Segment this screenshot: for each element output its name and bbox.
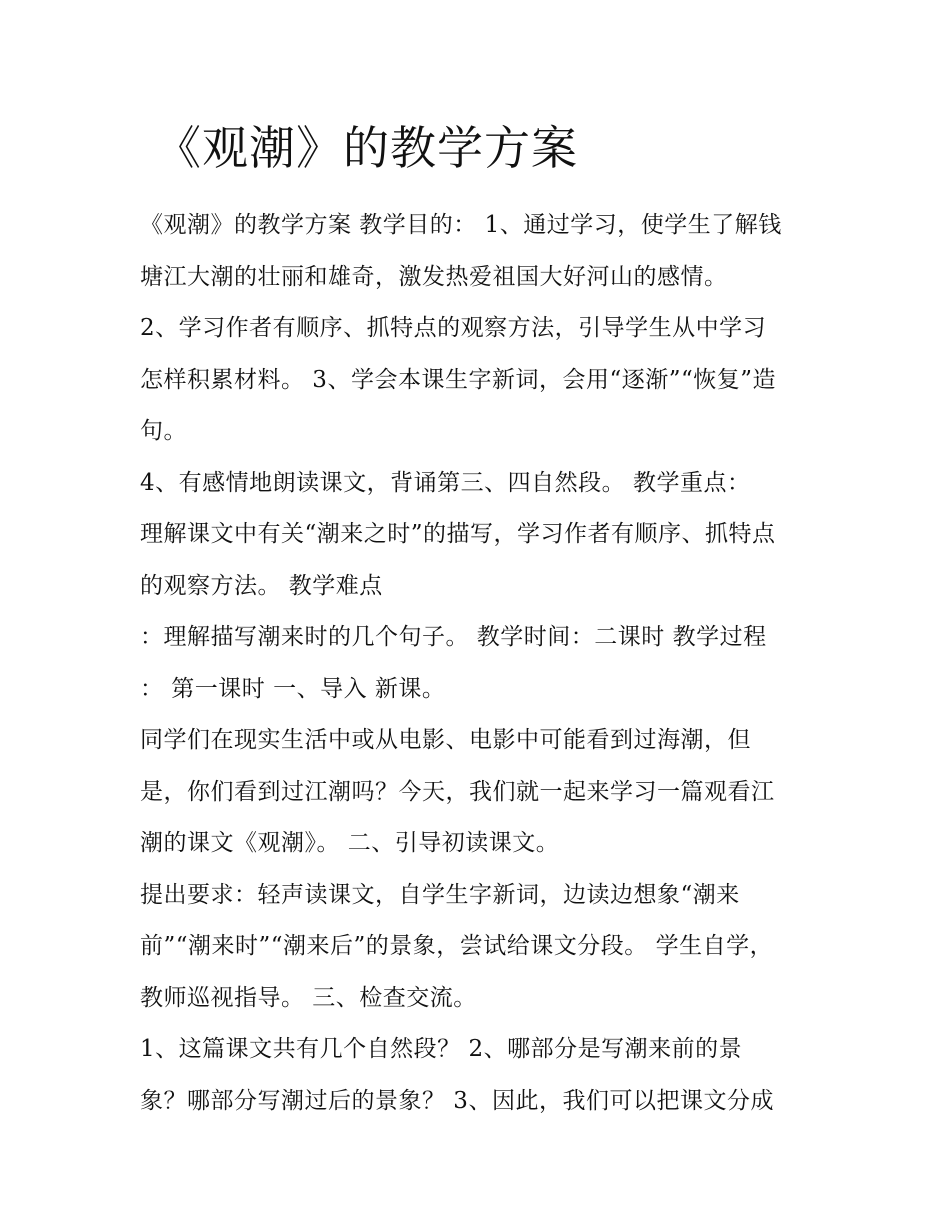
document-title: 《观潮》的教学方案 bbox=[155, 121, 578, 175]
text-line-10: ： 第一课时 一、导入 新课。 bbox=[140, 675, 446, 702]
text-line-11: 同学们在现实生活中或从电影、电影中可能看到过海潮，但 bbox=[140, 727, 751, 753]
text-line-12: 是，你们看到过江潮吗？今天，我们就一起来学习一篇观看江 bbox=[140, 778, 775, 805]
text-line-7: 理解课文中有关“潮来之时”的描写，学习作者有顺序、抓特点 bbox=[140, 521, 776, 547]
text-line-6: 4、有感情地朗读课文，背诵第三、四自然段。 教学重点： bbox=[140, 469, 751, 496]
text-line-13: 潮的课文《观潮》。 二、引导初读课文。 bbox=[140, 830, 560, 856]
text-line-8: 的观察方法。 教学难点 bbox=[140, 572, 383, 599]
text-line-1: 《观潮》的教学方案 教学目的： 1、通过学习，使学生了解钱 bbox=[140, 212, 782, 238]
text-line-18: 象？哪部分写潮过后的景象？ 3、因此，我们可以把课文分成 bbox=[140, 1087, 774, 1114]
text-line-17: 1、这篇课文共有几个自然段？ 2、哪部分是写潮来前的景 bbox=[140, 1036, 743, 1062]
text-line-5: 句。 bbox=[140, 418, 187, 444]
text-line-15: 前”“潮来时”“潮来后”的景象，尝试给课文分段。 学生自学， bbox=[140, 933, 774, 959]
text-line-2: 塘江大潮的壮丽和雄奇，激发热爱祖国大好河山的感情。 bbox=[140, 263, 728, 290]
text-line-4: 怎样积累材料。 3、学会本课生字新词，会用“逐渐”“恢复”造 bbox=[140, 366, 776, 393]
text-line-9: ：理解描写潮来时的几个句子。 教学时间：二课时 教学过程 bbox=[140, 624, 767, 650]
text-line-3: 2、学习作者有顺序、抓特点的观察方法，引导学生从中学习 bbox=[140, 315, 767, 341]
text-line-14: 提出要求：轻声读课文，自学生字新词，边读边想象“潮来 bbox=[140, 881, 740, 908]
document-body bbox=[140, 200, 840, 1127]
text-line-16: 教师巡视指导。 三、检查交流。 bbox=[140, 984, 477, 1011]
